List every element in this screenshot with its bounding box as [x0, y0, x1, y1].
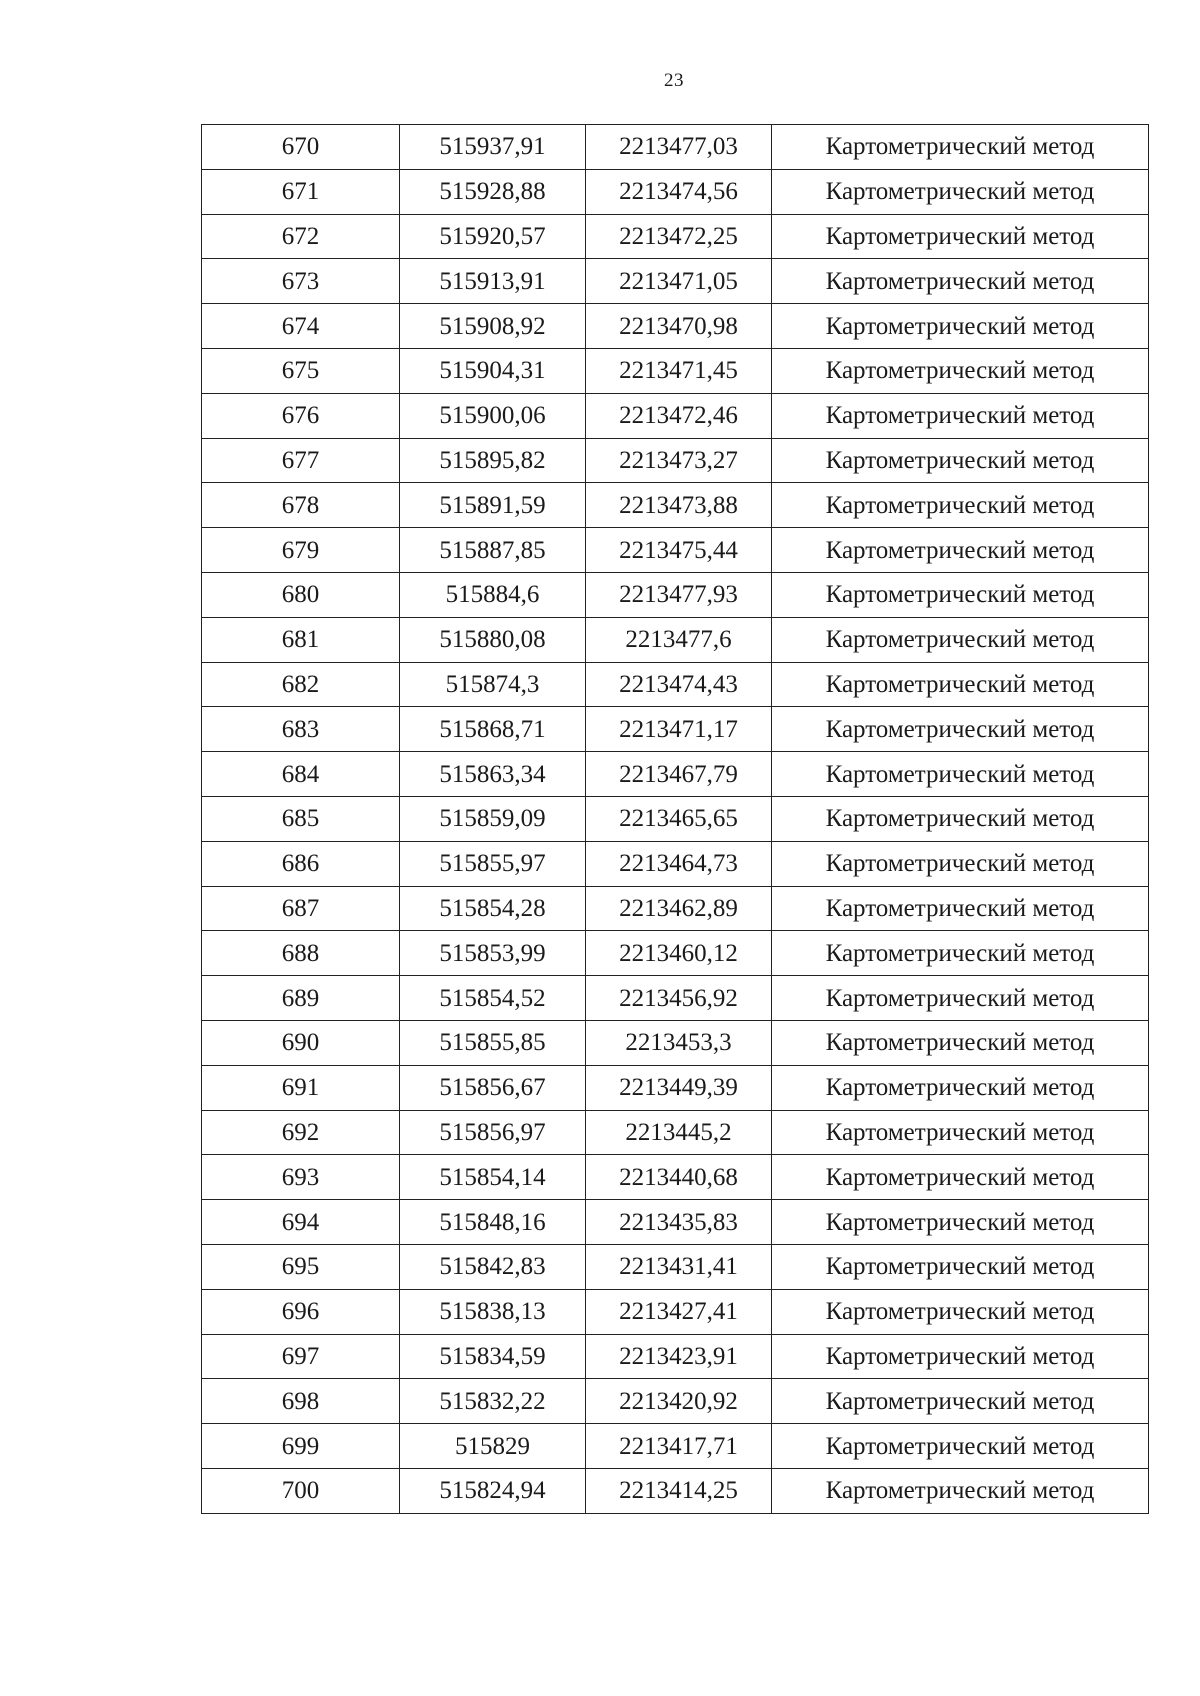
- y-coordinate-cell: 2213420,92: [586, 1379, 772, 1424]
- point-number-cell: 670: [202, 125, 400, 170]
- point-number-cell: 695: [202, 1244, 400, 1289]
- x-coordinate-cell: 515913,91: [400, 259, 586, 304]
- point-number-cell: 682: [202, 662, 400, 707]
- method-cell: Картометрический метод: [772, 841, 1149, 886]
- point-number-cell: 696: [202, 1289, 400, 1334]
- table-row: [202, 438, 1149, 483]
- table-row: [202, 169, 1149, 214]
- point-number-cell: 700: [202, 1468, 400, 1513]
- y-coordinate-cell: 2213471,45: [586, 348, 772, 393]
- y-coordinate-cell: 2213423,91: [586, 1334, 772, 1379]
- table-row: [202, 1110, 1149, 1155]
- method-cell: Картометрический метод: [772, 931, 1149, 976]
- table-row: [202, 348, 1149, 393]
- method-cell: Картометрический метод: [772, 662, 1149, 707]
- y-coordinate-cell: 2213435,83: [586, 1200, 772, 1245]
- x-coordinate-cell: 515832,22: [400, 1379, 586, 1424]
- y-coordinate-cell: 2213464,73: [586, 841, 772, 886]
- y-coordinate-cell: 2213417,71: [586, 1424, 772, 1469]
- table-row: [202, 1244, 1149, 1289]
- y-coordinate-cell: 2213431,41: [586, 1244, 772, 1289]
- x-coordinate-cell: 515838,13: [400, 1289, 586, 1334]
- y-coordinate-cell: 2213414,25: [586, 1468, 772, 1513]
- table-row: [202, 1065, 1149, 1110]
- point-number-cell: 697: [202, 1334, 400, 1379]
- point-number-cell: 681: [202, 617, 400, 662]
- table-row: [202, 1468, 1149, 1513]
- y-coordinate-cell: 2213462,89: [586, 886, 772, 931]
- method-cell: Картометрический метод: [772, 304, 1149, 349]
- method-cell: Картометрический метод: [772, 1424, 1149, 1469]
- method-cell: Картометрический метод: [772, 125, 1149, 170]
- point-number-cell: 673: [202, 259, 400, 304]
- method-cell: Картометрический метод: [772, 572, 1149, 617]
- x-coordinate-cell: 515937,91: [400, 125, 586, 170]
- x-coordinate-cell: 515824,94: [400, 1468, 586, 1513]
- x-coordinate-cell: 515854,28: [400, 886, 586, 931]
- y-coordinate-cell: 2213440,68: [586, 1155, 772, 1200]
- table-row: [202, 752, 1149, 797]
- x-coordinate-cell: 515900,06: [400, 393, 586, 438]
- point-number-cell: 678: [202, 483, 400, 528]
- point-number-cell: 688: [202, 931, 400, 976]
- table-row: [202, 214, 1149, 259]
- point-number-cell: 672: [202, 214, 400, 259]
- coordinates-table: [201, 124, 1149, 1514]
- point-number-cell: 677: [202, 438, 400, 483]
- method-cell: Картометрический метод: [772, 1020, 1149, 1065]
- y-coordinate-cell: 2213470,98: [586, 304, 772, 349]
- point-number-cell: 699: [202, 1424, 400, 1469]
- x-coordinate-cell: 515920,57: [400, 214, 586, 259]
- x-coordinate-cell: 515856,67: [400, 1065, 586, 1110]
- point-number-cell: 693: [202, 1155, 400, 1200]
- method-cell: Картометрический метод: [772, 1244, 1149, 1289]
- x-coordinate-cell: 515854,14: [400, 1155, 586, 1200]
- x-coordinate-cell: 515874,3: [400, 662, 586, 707]
- y-coordinate-cell: 2213445,2: [586, 1110, 772, 1155]
- y-coordinate-cell: 2213473,27: [586, 438, 772, 483]
- table-row: [202, 393, 1149, 438]
- point-number-cell: 685: [202, 796, 400, 841]
- point-number-cell: 676: [202, 393, 400, 438]
- point-number-cell: 691: [202, 1065, 400, 1110]
- method-cell: Картометрический метод: [772, 617, 1149, 662]
- point-number-cell: 698: [202, 1379, 400, 1424]
- table-row: [202, 304, 1149, 349]
- point-number-cell: 689: [202, 976, 400, 1021]
- point-number-cell: 684: [202, 752, 400, 797]
- x-coordinate-cell: 515868,71: [400, 707, 586, 752]
- point-number-cell: 679: [202, 528, 400, 573]
- method-cell: Картометрический метод: [772, 393, 1149, 438]
- y-coordinate-cell: 2213474,43: [586, 662, 772, 707]
- x-coordinate-cell: 515855,97: [400, 841, 586, 886]
- x-coordinate-cell: 515908,92: [400, 304, 586, 349]
- method-cell: Картометрический метод: [772, 1110, 1149, 1155]
- table-row: [202, 976, 1149, 1021]
- point-number-cell: 674: [202, 304, 400, 349]
- method-cell: Картометрический метод: [772, 752, 1149, 797]
- table-row: [202, 886, 1149, 931]
- x-coordinate-cell: 515829: [400, 1424, 586, 1469]
- point-number-cell: 687: [202, 886, 400, 931]
- method-cell: Картометрический метод: [772, 483, 1149, 528]
- y-coordinate-cell: 2213474,56: [586, 169, 772, 214]
- x-coordinate-cell: 515853,99: [400, 931, 586, 976]
- y-coordinate-cell: 2213427,41: [586, 1289, 772, 1334]
- method-cell: Картометрический метод: [772, 259, 1149, 304]
- method-cell: Картометрический метод: [772, 1200, 1149, 1245]
- point-number-cell: 690: [202, 1020, 400, 1065]
- x-coordinate-cell: 515854,52: [400, 976, 586, 1021]
- table-row: [202, 841, 1149, 886]
- x-coordinate-cell: 515848,16: [400, 1200, 586, 1245]
- method-cell: Картометрический метод: [772, 976, 1149, 1021]
- x-coordinate-cell: 515856,97: [400, 1110, 586, 1155]
- method-cell: Картометрический метод: [772, 796, 1149, 841]
- coordinates-table-body: [202, 125, 1149, 1514]
- x-coordinate-cell: 515880,08: [400, 617, 586, 662]
- y-coordinate-cell: 2213453,3: [586, 1020, 772, 1065]
- table-row: [202, 1020, 1149, 1065]
- table-row: [202, 1379, 1149, 1424]
- method-cell: Картометрический метод: [772, 1379, 1149, 1424]
- point-number-cell: 683: [202, 707, 400, 752]
- table-row: [202, 796, 1149, 841]
- x-coordinate-cell: 515863,34: [400, 752, 586, 797]
- y-coordinate-cell: 2213477,6: [586, 617, 772, 662]
- y-coordinate-cell: 2213472,25: [586, 214, 772, 259]
- y-coordinate-cell: 2213467,79: [586, 752, 772, 797]
- table-row: [202, 259, 1149, 304]
- method-cell: Картометрический метод: [772, 1334, 1149, 1379]
- method-cell: Картометрический метод: [772, 438, 1149, 483]
- point-number-cell: 692: [202, 1110, 400, 1155]
- x-coordinate-cell: 515842,83: [400, 1244, 586, 1289]
- x-coordinate-cell: 515884,6: [400, 572, 586, 617]
- y-coordinate-cell: 2213477,93: [586, 572, 772, 617]
- method-cell: Картометрический метод: [772, 886, 1149, 931]
- table-row: [202, 1200, 1149, 1245]
- y-coordinate-cell: 2213475,44: [586, 528, 772, 573]
- x-coordinate-cell: 515859,09: [400, 796, 586, 841]
- x-coordinate-cell: 515904,31: [400, 348, 586, 393]
- point-number-cell: 680: [202, 572, 400, 617]
- point-number-cell: 675: [202, 348, 400, 393]
- y-coordinate-cell: 2213465,65: [586, 796, 772, 841]
- point-number-cell: 671: [202, 169, 400, 214]
- x-coordinate-cell: 515855,85: [400, 1020, 586, 1065]
- method-cell: Картометрический метод: [772, 1155, 1149, 1200]
- y-coordinate-cell: 2213449,39: [586, 1065, 772, 1110]
- x-coordinate-cell: 515887,85: [400, 528, 586, 573]
- method-cell: Картометрический метод: [772, 214, 1149, 259]
- table-row: [202, 617, 1149, 662]
- x-coordinate-cell: 515928,88: [400, 169, 586, 214]
- table-row: [202, 931, 1149, 976]
- method-cell: Картометрический метод: [772, 1065, 1149, 1110]
- method-cell: Картометрический метод: [772, 169, 1149, 214]
- table-row: [202, 483, 1149, 528]
- table-row: [202, 662, 1149, 707]
- y-coordinate-cell: 2213456,92: [586, 976, 772, 1021]
- method-cell: Картометрический метод: [772, 1468, 1149, 1513]
- method-cell: Картометрический метод: [772, 1289, 1149, 1334]
- table-row: [202, 707, 1149, 752]
- y-coordinate-cell: 2213472,46: [586, 393, 772, 438]
- table-row: [202, 1424, 1149, 1469]
- point-number-cell: 694: [202, 1200, 400, 1245]
- method-cell: Картометрический метод: [772, 528, 1149, 573]
- table-row: [202, 1334, 1149, 1379]
- y-coordinate-cell: 2213477,03: [586, 125, 772, 170]
- table-row: [202, 572, 1149, 617]
- method-cell: Картометрический метод: [772, 348, 1149, 393]
- method-cell: Картометрический метод: [772, 707, 1149, 752]
- table-row: [202, 1155, 1149, 1200]
- y-coordinate-cell: 2213471,17: [586, 707, 772, 752]
- x-coordinate-cell: 515891,59: [400, 483, 586, 528]
- table-row: [202, 1289, 1149, 1334]
- page-number: 23: [664, 70, 684, 91]
- y-coordinate-cell: 2213460,12: [586, 931, 772, 976]
- x-coordinate-cell: 515895,82: [400, 438, 586, 483]
- x-coordinate-cell: 515834,59: [400, 1334, 586, 1379]
- table-row: [202, 125, 1149, 170]
- table-row: [202, 528, 1149, 573]
- y-coordinate-cell: 2213473,88: [586, 483, 772, 528]
- point-number-cell: 686: [202, 841, 400, 886]
- y-coordinate-cell: 2213471,05: [586, 259, 772, 304]
